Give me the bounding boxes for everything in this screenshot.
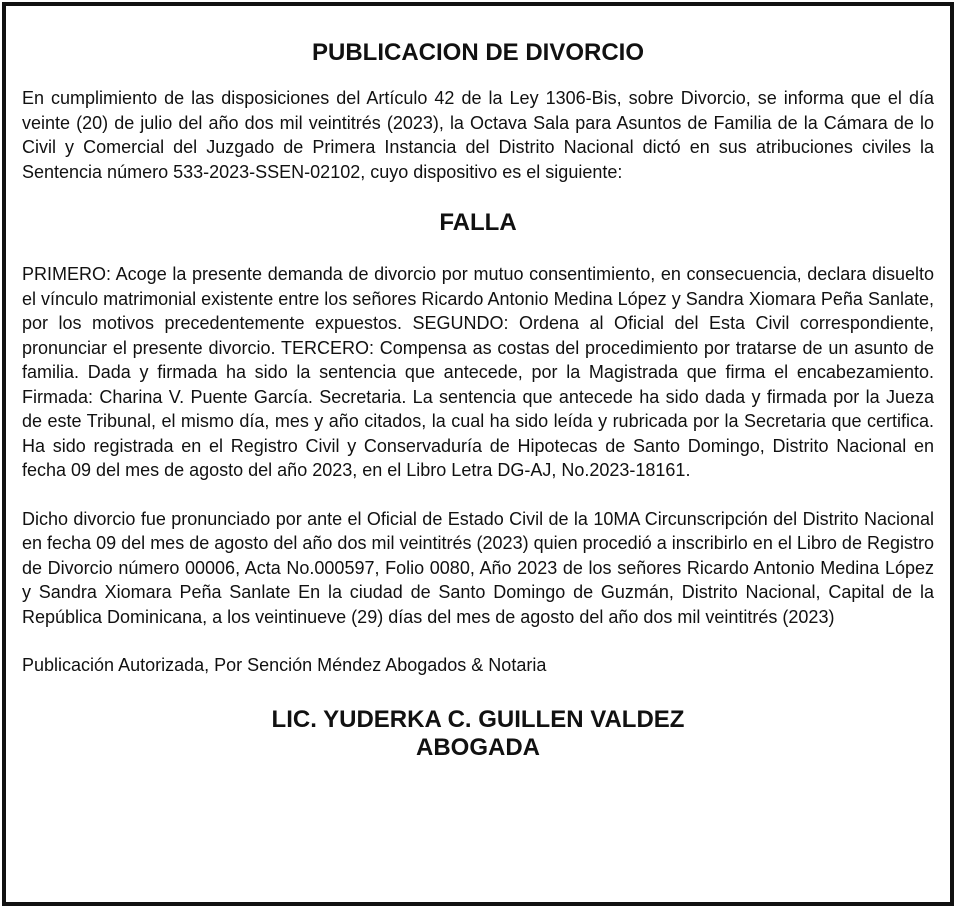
notice-frame [2, 2, 954, 906]
notice-title: PUBLICACION DE DIVORCIO [311, 39, 644, 66]
intro-paragraph: En cumplimiento de las disposiciones del Artículo 42 de la Ley 1306-Bis, sobre Divorcio, se informa que el día veinte (20) de julio del año dos mil veintitrés (2023), la Octava Sala para Asuntos de Familia de la Cámara de lo Civil y Comercial del Juzgado de Primera Instancia del Distrito Nacional dictó en sus atribuciones civiles la Sentencia número 533-2023-SSEN-02102, cuyo dispositivo es el siguiente: [22, 88, 934, 182]
authorization-line: Publicación Autorizada, Por Sención Méndez Abogados & Notaria [22, 655, 547, 675]
notice-content [22, 30, 934, 762]
pronounced-paragraph: Dicho divorcio fue pronunciado por ante el Oficial de Estado Civil de la 10MA Circunscripción del Distrito Nacional en fecha 09 del mes de agosto del año dos mil veintitrés (2023) quien procedió a inscribirlo en el Libro de Registro de Divorcio número 00006, Acta No.000597, Folio 0080, Año 2023 de los señores Ricardo Antonio Medina López y Sandra Xiomara Peña Sanlate En la ciudad de Santo Domingo de Guzmán, Distrito Nacional, Capital de la República Dominicana, a los veintinueve (29) días del mes de agosto del año dos mil veintitrés (2023) [22, 508, 934, 627]
signature-name: LIC. YUDERKA C. GUILLEN VALDEZ [271, 705, 685, 733]
ruling-paragraph: PRIMERO: Acoge la presente demanda de divorcio por mutuo consentimiento, en consecuencia, declara disuelto el vínculo matrimonial existente entre los señores Ricardo Antonio Medina López y Sandra Xiomara Peña Sanlate, por los motivos precedentemente expuestos. SEGUNDO: Ordena al Oficial del Esta Civil correspondiente, pronunciar el presente divorcio. TERCERO: Compensa as costas del procedimiento por tratarse de un asunto de familia. Dada y firmada ha sido la sentencia que antecede, por la Magistrada que firma el encabezamiento. Firmada: Charina V. Puente García. Secretaria. La sentencia que antecede ha sido dada y firmada por la Jueza de este Tribunal, el mismo día, mes y año citados, la cual ha sido leída y rubricada por la Secretaria que certifica. Ha sido registrada en el Registro Civil y Conservaduría de Hipotecas de Santo Domingo, Distrito Nacional en fecha 09 del mes de agosto del año 2023, en el Libro Letra DG-AJ, No.2023-18161. [22, 264, 934, 480]
signature-block [22, 706, 934, 762]
signature-role: ABOGADA [416, 733, 540, 761]
falla-heading: FALLA [439, 209, 517, 236]
